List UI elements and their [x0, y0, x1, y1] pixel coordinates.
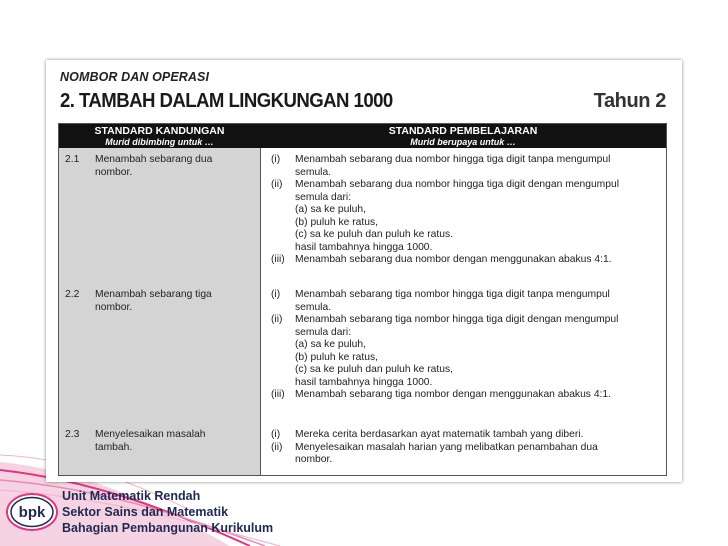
learning-item-text: hasil tambahnya hingga 1000. — [295, 241, 433, 253]
footer-division: Bahagian Pembangunan Kurikulum — [62, 521, 274, 535]
learning-item-mark: (ii) — [271, 441, 283, 453]
learning-item-text: (c) sa ke puluh dan puluh ke ratus, — [295, 364, 453, 375]
svg-text:bpk: bpk — [18, 504, 46, 521]
learning-item-text: Menambah sebarang tiga nombor dengan menggunakan abakus 4:1. — [295, 389, 611, 400]
footer-sector: Sektor Sains dan Matematik — [62, 505, 229, 519]
learning-item-text: semula. — [295, 301, 332, 313]
learning-item-text: semula. — [295, 166, 332, 178]
learning-item-text: semula dari: — [295, 326, 352, 338]
bpk-logo — [4, 491, 60, 533]
year-label: Tahun 2 — [593, 90, 666, 112]
content-standard: Menyelesaikan masalah tambah. — [95, 429, 206, 453]
learning-item-text: (c) sa ke puluh dan puluh ke ratus. — [295, 229, 453, 240]
learning-item-text: (b) puluh ke ratus, — [295, 351, 378, 363]
learning-item-text: (b) puluh ke ratus, — [295, 216, 378, 228]
learning-item-mark: (i) — [271, 289, 281, 300]
section-subtitle: NOMBOR DAN OPERASI — [60, 70, 210, 84]
learning-item-text: Menambah sebarang dua nombor hingga tiga digit tanpa mengumpul — [295, 154, 611, 165]
section-title: 2. TAMBAH DALAM LINGKUNGAN 1000 — [60, 90, 393, 112]
learning-item-mark: (ii) — [271, 179, 283, 190]
learning-item-text: Mereka cerita berdasarkan ayat matematik tambah yang diberi. — [295, 429, 584, 440]
header-standard-pembelajaran: STANDARD PEMBELAJARAN Murid berupaya untuk … — [388, 125, 538, 147]
learning-item-mark: (iii) — [271, 254, 285, 265]
learning-item-mark: (i) — [271, 429, 281, 440]
learning-item-text: (a) sa ke puluh, — [295, 204, 366, 215]
learning-item-text: Menambah sebarang tiga nombor hingga tiga digit dengan mengumpul — [295, 314, 619, 325]
learning-item-mark: (iii) — [271, 389, 285, 400]
table-header — [59, 124, 666, 148]
learning-item-text: hasil tambahnya hingga 1000. — [295, 376, 433, 388]
learning-item-text: Menambah sebarang dua nombor hingga tiga digit dengan mengumpul — [295, 179, 620, 190]
learning-item-mark: (i) — [271, 154, 281, 165]
content-standard: Menambah sebarang dua nombor. — [95, 154, 213, 178]
learning-item-mark: (ii) — [271, 314, 283, 325]
learning-item-text: (a) sa ke puluh, — [295, 339, 366, 350]
learning-item-text: Menambah sebarang dua nombor dengan menggunakan abakus 4:1. — [295, 254, 612, 265]
learning-item-text: semula dari: — [295, 191, 352, 203]
document-image — [46, 60, 682, 482]
learning-item-text: nombor. — [295, 454, 333, 465]
footer-unit: Unit Matematik Rendah — [62, 489, 201, 503]
row-number: 2.3 — [65, 429, 80, 440]
row-number: 2.1 — [65, 154, 80, 165]
row-number: 2.2 — [65, 289, 80, 300]
header-standard-kandungan: STANDARD KANDUNGAN Murid dibimbing untuk … — [94, 125, 225, 147]
curriculum-table — [58, 123, 667, 476]
content-standard: Menambah sebarang tiga nombor. — [95, 289, 212, 313]
learning-item-text: Menambah sebarang tiga nombor hingga tiga digit tanpa mengumpul — [295, 289, 610, 300]
learning-item-text: Menyelesaikan masalah harian yang melibatkan penambahan dua — [295, 441, 598, 453]
